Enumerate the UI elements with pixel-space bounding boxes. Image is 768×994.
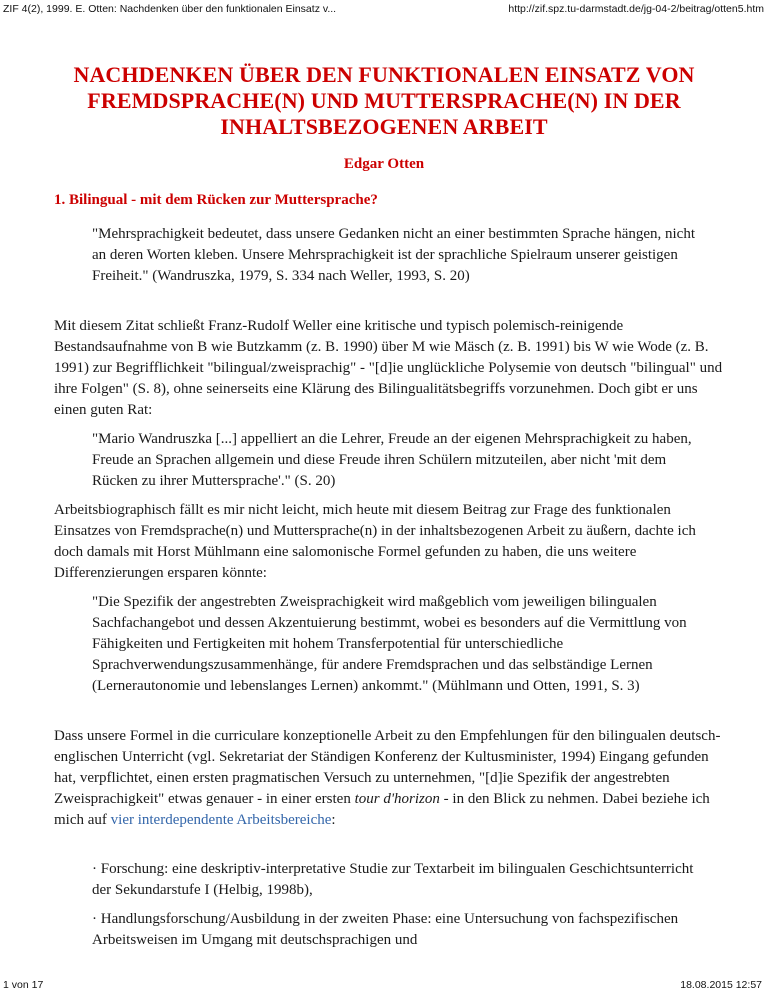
- quote-wandruszka-teachers: "Mario Wandruszka [...] appelliert an die Lehrer, Freude an der eigenen Mehrsprachigkeit zu haben, Freude an Sprachen allgemein und diese Freude ihren Schülern mitzuteilen, aber nicht 'mit dem Rücken zu ihrer Muttersprache'." (S. 20): [92, 431, 692, 489]
- title-line: NACHDENKEN ÜBER DEN FUNKTIONALEN EINSATZ VON: [73, 62, 695, 87]
- italic-phrase: tour d'horizon: [354, 791, 440, 807]
- title-line: INHALTSBEZOGENEN ARBEIT: [220, 114, 548, 139]
- list-item-handlungsforschung: · Handlungsforschung/Ausbildung in der zweiten Phase: eine Untersuchung von fachspezifischen Arbeitsweisen im Umgang mit deutschsprachigen und: [92, 911, 679, 948]
- paragraph-text: Dass unsere Formel in die curriculare konzeptionelle Arbeit zu den Empfehlungen für den bilingualen deutsch-englischen Unterricht (vgl. Sekretariat der Ständigen Konferenz der Kultusminister, 1994) Eingang gefunden hat, verpflichtet, einen ersten pragmatischen Versuch zu unternehmen, "[d]ie Spezifik der angestrebten Zweisprachigkeit" etwas genauer - in einer ersten: [54, 728, 721, 807]
- title-line: FREMDSPRACHE(N) UND MUTTERSPRACHE(N) IN DER: [87, 88, 681, 113]
- page-number: 1 von 17: [3, 979, 44, 991]
- paragraph-weller: Mit diesem Zitat schließt Franz-Rudolf Weller eine kritische und typisch polemisch-reinigende Bestandsaufnahme von B wie Butzkamm (z. B. 1990) über M wie Mäsch (z. B. 1991) bis W wie Wode (z. B. 1991) zur Begrifflichkeit "bilingual/zweisprachig" - "[d]ie unglückliche Polysemie von deutsch "bilingual" und ihre Folgen" (S. 8), ohne seinerseits eine Klärung des Bilingualitätsbegriffs vorzunehmen. Doch gibt er uns einen guten Rat:: [54, 318, 723, 418]
- paragraph-text: - in den Blick zu nehmen. Dabei beziehe ich mich auf: [54, 791, 710, 828]
- section-heading: 1. Bilingual - mit dem Rücken zur Muttersprache?: [54, 192, 378, 208]
- author-name: Edgar Otten: [343, 156, 425, 172]
- quote-wandruszka: "Mehrsprachigkeit bedeutet, dass unsere Gedanken nicht an einer bestimmten Sprache hängen, nicht an deren Worten kleben. Unsere Mehrsprachigkeit ist der sprachliche Spielraum unserer geistigen Freiheit." (Wandruszka, 1979, S. 334 nach Weller, 1993, S. 20): [92, 226, 696, 284]
- header-url: http://zif.spz.tu-darmstadt.de/jg-04-2/beitrag/otten5.htm: [508, 3, 764, 15]
- paragraph-formel: [54, 726, 724, 831]
- article-title: [40, 62, 728, 140]
- link-arbeitsbereiche[interactable]: vier interdependente Arbeitsbereiche: [110, 812, 332, 828]
- header-page-title: ZIF 4(2), 1999. E. Otten: Nachdenken über den funktionalen Einsatz v...: [3, 3, 337, 15]
- paragraph-text: :: [331, 812, 336, 828]
- paragraph-arbeitsbiographisch: Arbeitsbiographisch fällt es mir nicht leicht, mich heute mit diesem Beitrag zur Frage des funktionalen Einsatzes von Fremdsprache(n) und Muttersprache(n) in der inhaltsbezogenen Arbeit zu äußern, dachte ich doch damals mit Horst Mühlmann eine salomonische Formel gefunden zu haben, die uns weitere Differenzierungen ersparen könnte:: [54, 502, 696, 581]
- list-item-forschung: · Forschung: eine deskriptiv-interpretative Studie zur Textarbeit im bilingualen Geschichtsunterricht der Sekundarstufe I (Helbig, 1998b),: [92, 861, 694, 898]
- quote-muehlmann-otten: "Die Spezifik der angestrebten Zweisprachigkeit wird maßgeblich vom jeweiligen bilingualen Sachfachangebot und dessen Akzentuierung bestimmt, wobei es besonders auf die Vermittlung von Fähigkeiten und Fertigkeiten mit hohem Transferpotential für unterschiedliche Sprachverwendungszusammenhänge, für andere Fremdsprachen und das selbständige Lernen (Lernerautonomie und lebenslanges Lernen) ankommt." (Mühlmann und Otten, 1991, S. 3): [92, 594, 687, 694]
- print-datetime: 18.08.2015 12:57: [680, 979, 762, 991]
- print-footer: [0, 978, 768, 994]
- print-header: [0, 0, 768, 18]
